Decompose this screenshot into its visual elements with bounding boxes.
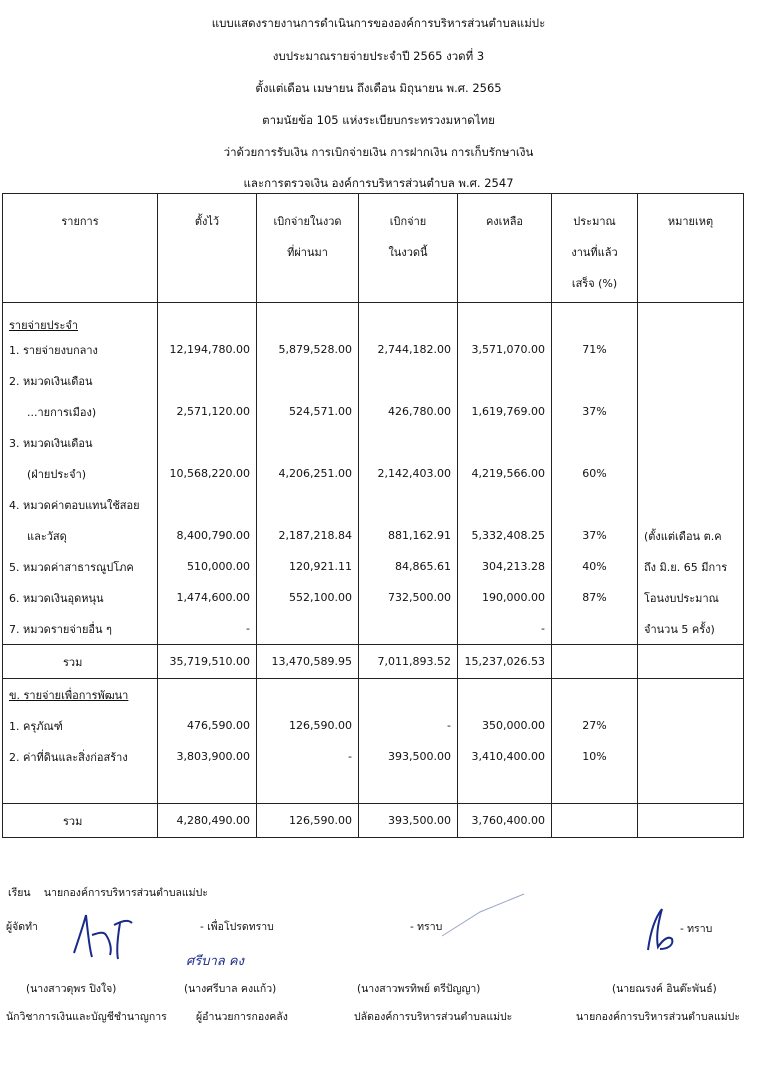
cell-current: 732,500.00 <box>359 582 458 613</box>
cell-progress: 87% <box>552 582 638 613</box>
table-row <box>3 334 744 365</box>
col-header-allocated: ตั้งไว้ <box>158 194 257 303</box>
cell-progress: 10% <box>552 741 638 772</box>
cell-progress: 71% <box>552 334 638 365</box>
acknowledge-label-1: - ทราบ <box>410 921 443 933</box>
prepared-label: ผู้จัดทำ <box>6 921 38 933</box>
cell-previous <box>257 427 359 458</box>
report-subtitle: งบประมาณรายจ่ายประจำปี 2565 งวดที่ 3 <box>272 49 485 63</box>
table-row <box>3 458 744 489</box>
acknowledge-label-2: - ทราบ <box>680 923 713 935</box>
table-header-row <box>3 194 744 303</box>
cell-allocated <box>158 365 257 396</box>
cell-allocated: 476,590.00 <box>158 710 257 741</box>
col-header-remaining: คงเหลือ <box>458 194 552 303</box>
cell-previous: 2,187,218.84 <box>257 520 359 551</box>
cell-previous: 5,879,528.00 <box>257 334 359 365</box>
cell-allocated: 3,803,900.00 <box>158 741 257 772</box>
table-row <box>3 520 744 551</box>
cell-current <box>359 365 458 396</box>
cell-item: ...ายการเมือง) <box>3 396 158 427</box>
cell-previous: 524,571.00 <box>257 396 359 427</box>
cell-remaining: 5,332,408.25 <box>458 520 552 551</box>
cell-progress: 40% <box>552 551 638 582</box>
cell-note <box>638 458 744 489</box>
cell-note <box>638 710 744 741</box>
signer-3-title: ปลัดองค์การบริหารส่วนตำบลแม่ปะ <box>354 1011 513 1023</box>
cell-progress <box>552 489 638 520</box>
cell-previous: - <box>257 741 359 772</box>
cell-remaining <box>458 427 552 458</box>
cell-item: และวัสดุ <box>3 520 158 551</box>
cell-remaining: - <box>458 613 552 645</box>
total-remaining: 3,760,400.00 <box>458 804 552 838</box>
cell-item: 5. หมวดค่าสาธารณูปโภค <box>3 551 158 582</box>
cell-current: 2,744,182.00 <box>359 334 458 365</box>
section-title: ข. รายจ่ายเพื่อการพัฒนา <box>9 688 129 702</box>
addressee-value: นายกองค์การบริหารส่วนตำบลแม่ปะ <box>43 887 208 899</box>
cell-item: 1. ครุภัณฑ์ <box>3 710 158 741</box>
section-title-row <box>3 679 744 711</box>
table-row <box>3 710 744 741</box>
cell-remaining: 3,571,070.00 <box>458 334 552 365</box>
signer-4-name: (นายณรงค์ อินต๊ะพันธ์) <box>612 983 717 995</box>
cell-allocated: 10,568,220.00 <box>158 458 257 489</box>
total-label: รวม <box>3 645 158 679</box>
budget-table <box>2 193 744 838</box>
cell-allocated: 510,000.00 <box>158 551 257 582</box>
total-previous: 13,470,589.95 <box>257 645 359 679</box>
total-current: 393,500.00 <box>359 804 458 838</box>
cell-previous: 120,921.11 <box>257 551 359 582</box>
cell-allocated <box>158 489 257 520</box>
signature-2-handwriting: ศรีบาล คง <box>186 954 244 969</box>
col-header-previous: เบิกจ่ายในงวด ที่ผ่านมา <box>257 194 359 303</box>
spacer-row <box>3 772 744 804</box>
cell-item: 4. หมวดค่าตอบแทนใช้สอย <box>3 489 158 520</box>
cell-remaining: 190,000.00 <box>458 582 552 613</box>
cell-remaining: 1,619,769.00 <box>458 396 552 427</box>
total-allocated: 35,719,510.00 <box>158 645 257 679</box>
addressee <box>8 884 208 901</box>
table-row <box>3 396 744 427</box>
cell-progress <box>552 427 638 458</box>
cell-note <box>638 396 744 427</box>
col-header-note: หมายเหตุ <box>638 194 744 303</box>
signature-4-icon <box>640 905 680 955</box>
section-title-row <box>3 303 744 335</box>
section-recurring <box>3 303 744 645</box>
report-regulation-detail: ว่าด้วยการรับเงิน การเบิกจ่ายเงิน การฝากเงิน การเก็บรักษาเงิน <box>223 145 534 159</box>
cell-allocated: 1,474,600.00 <box>158 582 257 613</box>
report-regulation-year: และการตรวจเงิน องค์การบริหารส่วนตำบล พ.ศ. 2547 <box>243 176 514 190</box>
cell-note: (ตั้งแต่เดือน ต.ค <box>638 520 744 551</box>
cell-current: 426,780.00 <box>359 396 458 427</box>
cell-note <box>638 365 744 396</box>
signer-3-name: (นางสาวพรทิพย์ ตรีปัญญา) <box>357 983 481 995</box>
cell-item: 6. หมวดเงินอุดหนุน <box>3 582 158 613</box>
cell-note <box>638 334 744 365</box>
cell-item: 1. รายจ่ายงบกลาง <box>3 334 158 365</box>
cell-previous: 552,100.00 <box>257 582 359 613</box>
table-row <box>3 489 744 520</box>
cell-previous: 126,590.00 <box>257 710 359 741</box>
cell-previous <box>257 365 359 396</box>
cell-remaining: 304,213.28 <box>458 551 552 582</box>
section-title: รายจ่ายประจำ <box>9 319 79 332</box>
cell-remaining <box>458 489 552 520</box>
cell-note <box>638 427 744 458</box>
total-row-recurring <box>3 645 744 679</box>
cell-progress: 27% <box>552 710 638 741</box>
signer-4-title: นายกองค์การบริหารส่วนตำบลแม่ปะ <box>576 1011 740 1023</box>
cell-item: 3. หมวดเงินเดือน <box>3 427 158 458</box>
cell-allocated: 12,194,780.00 <box>158 334 257 365</box>
report-period: ตั้งแต่เดือน เมษายน ถึงเดือน มิถุนายน พ.ศ. 2565 <box>255 81 502 95</box>
cell-current: 881,162.91 <box>359 520 458 551</box>
cell-remaining: 4,219,566.00 <box>458 458 552 489</box>
col-header-item: รายการ <box>3 194 158 303</box>
table-row <box>3 613 744 645</box>
cell-item: 2. ค่าที่ดินและสิ่งก่อสร้าง <box>3 741 158 772</box>
cell-allocated: 8,400,790.00 <box>158 520 257 551</box>
total-row-development <box>3 804 744 838</box>
total-allocated: 4,280,490.00 <box>158 804 257 838</box>
cell-current: 2,142,403.00 <box>359 458 458 489</box>
signature-1-icon <box>66 905 136 965</box>
cell-current <box>359 613 458 645</box>
col-header-current: เบิกจ่าย ในงวดนี้ <box>359 194 458 303</box>
signer-2-title: ผู้อำนวยการกองคลัง <box>196 1011 288 1023</box>
cell-progress <box>552 613 638 645</box>
cell-remaining: 350,000.00 <box>458 710 552 741</box>
cell-current: 84,865.61 <box>359 551 458 582</box>
table-row <box>3 551 744 582</box>
cell-previous: 4,206,251.00 <box>257 458 359 489</box>
cell-current <box>359 489 458 520</box>
signer-1-title: นักวิชาการเงินและบัญชีชำนาญการ <box>6 1011 167 1023</box>
signer-1-name: (นางสาวดุพร ปิงใจ) <box>26 983 117 995</box>
cell-progress: 37% <box>552 396 638 427</box>
total-label: รวม <box>3 804 158 838</box>
table-row <box>3 365 744 396</box>
cell-note: โอนงบประมาณ <box>638 582 744 613</box>
col-header-progress: ประมาณ งานที่แล้ว เสร็จ (%) <box>552 194 638 303</box>
cell-allocated: 2,571,120.00 <box>158 396 257 427</box>
cell-progress: 60% <box>552 458 638 489</box>
total-remaining: 15,237,026.53 <box>458 645 552 679</box>
cell-note <box>638 489 744 520</box>
total-current: 7,011,893.52 <box>359 645 458 679</box>
cell-progress: 37% <box>552 520 638 551</box>
cell-note: ถึง มิ.ย. 65 มีการ <box>638 551 744 582</box>
cell-note: จำนวน 5 ครั้ง) <box>638 613 744 645</box>
report-regulation: ตามนัยข้อ 105 แห่งระเบียบกระทรวงมหาดไทย <box>262 113 495 127</box>
cell-current: - <box>359 710 458 741</box>
cell-previous <box>257 613 359 645</box>
report-title: แบบแสดงรายงานการดำเนินการขององค์การบริหารส่วนตำบลแม่ปะ <box>211 16 546 30</box>
cell-current <box>359 427 458 458</box>
signer-2-name: (นางศรีบาล คงแก้ว) <box>184 983 277 995</box>
cell-previous <box>257 489 359 520</box>
cell-current: 393,500.00 <box>359 741 458 772</box>
cell-progress <box>552 365 638 396</box>
cell-item: (ฝ่ายประจำ) <box>3 458 158 489</box>
cell-item: 7. หมวดรายจ่ายอื่น ๆ <box>3 613 158 645</box>
table-row <box>3 741 744 772</box>
cell-item: 2. หมวดเงินเดือน <box>3 365 158 396</box>
signature-3-icon <box>440 890 530 940</box>
total-previous: 126,590.00 <box>257 804 359 838</box>
cell-allocated: - <box>158 613 257 645</box>
addressee-label: เรียน <box>8 887 31 899</box>
cell-remaining: 3,410,400.00 <box>458 741 552 772</box>
cell-note <box>638 741 744 772</box>
for-info-label: - เพื่อโปรดทราบ <box>200 921 274 933</box>
cell-remaining <box>458 365 552 396</box>
table-row <box>3 427 744 458</box>
table-row <box>3 582 744 613</box>
cell-allocated <box>158 427 257 458</box>
section-development <box>3 679 744 773</box>
